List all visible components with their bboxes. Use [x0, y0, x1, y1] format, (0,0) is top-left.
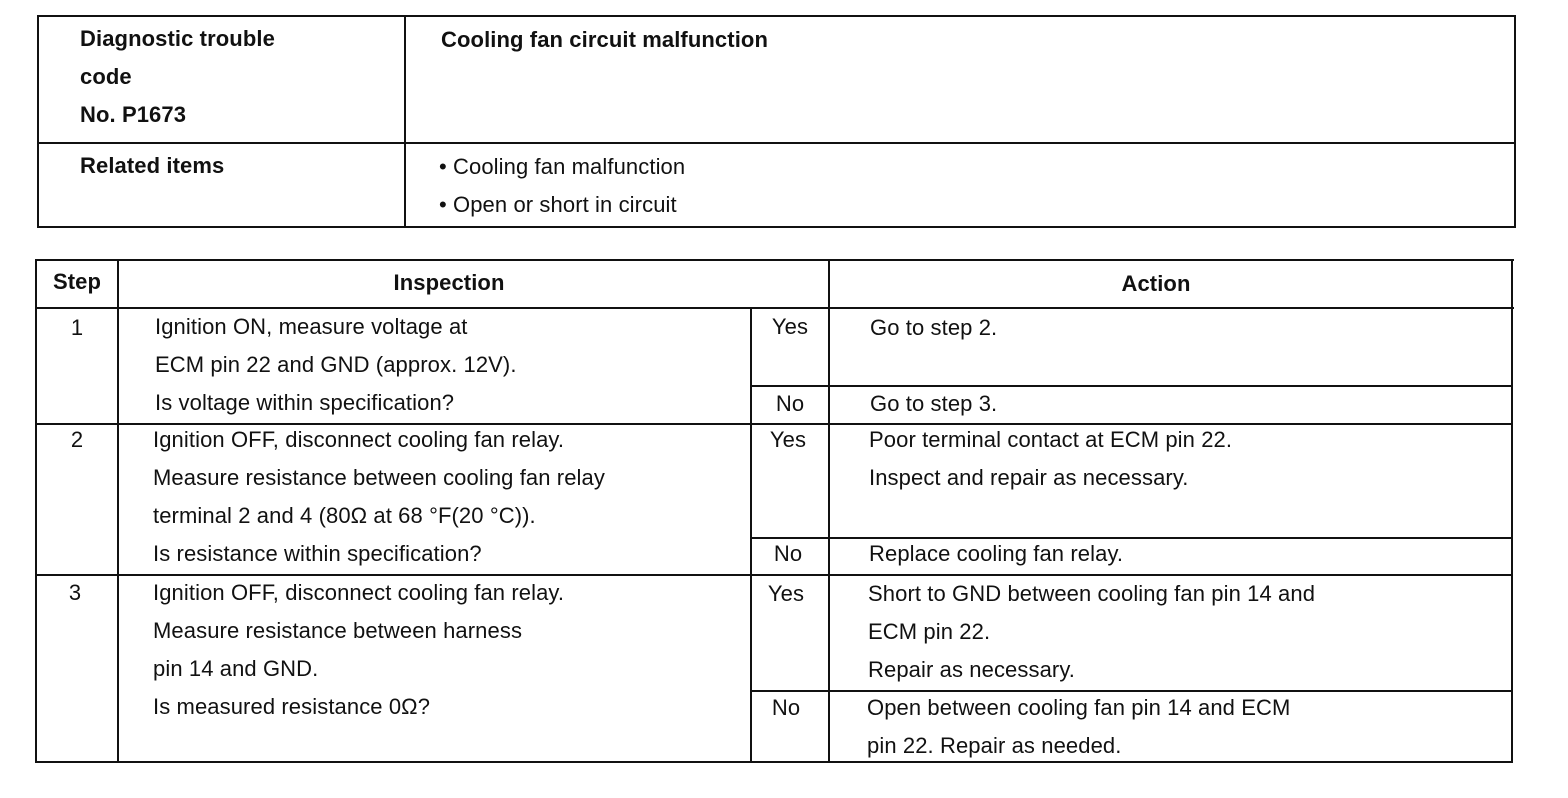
- header-table-top-border: [37, 15, 1516, 17]
- inspection-column-header: Inspection: [393, 270, 505, 295]
- step-number: 3: [68, 580, 82, 605]
- trouble-code-number: No. P1673: [80, 102, 187, 127]
- inspection-line: Measure resistance between harness: [153, 618, 523, 643]
- step-inspection: [153, 574, 564, 726]
- action-line: pin 22. Repair as needed.: [867, 733, 1122, 758]
- inspection-line: Is voltage within specification?: [155, 390, 455, 415]
- step-inspection: [155, 308, 517, 422]
- yes-label: Yes: [767, 581, 805, 606]
- step-column-header: Step: [52, 269, 102, 294]
- action-line: Repair as necessary.: [868, 657, 1076, 682]
- inspection-line: Ignition ON, measure voltage at: [155, 314, 468, 339]
- no-action: [867, 689, 1290, 765]
- yes-label: Yes: [769, 427, 807, 452]
- step-column-divider: [117, 259, 119, 763]
- yes-label: Yes: [771, 314, 809, 339]
- step-number: 2: [70, 427, 84, 452]
- action-line: Short to GND between cooling fan pin 14 and: [868, 581, 1316, 606]
- action-column-header: Action: [1121, 271, 1191, 296]
- related-item: • Cooling fan malfunction: [439, 154, 686, 179]
- yes-no-column-right-divider: [828, 259, 830, 763]
- inspection-line: ECM pin 22 and GND (approx. 12V).: [155, 352, 517, 377]
- inspection-line: pin 14 and GND.: [153, 656, 319, 681]
- no-label: No: [775, 391, 805, 416]
- header-table-row-divider: [37, 142, 1516, 144]
- inspection-line: Ignition OFF, disconnect cooling fan relay.: [153, 427, 565, 452]
- related-items-list: [439, 148, 685, 224]
- step2-action-divider: [750, 537, 1512, 539]
- procedure-table-right-border: [1511, 259, 1513, 763]
- header-table-bottom-border: [37, 226, 1516, 228]
- no-action: [870, 385, 997, 423]
- procedure-table-bottom-border: [35, 761, 1512, 763]
- step-number: 1: [70, 315, 84, 340]
- no-label: No: [773, 541, 803, 566]
- step-inspection: [153, 421, 605, 573]
- action-line: ECM pin 22.: [868, 619, 991, 644]
- inspection-line: Is measured resistance 0Ω?: [153, 694, 431, 719]
- no-action: [869, 535, 1123, 573]
- header-table-right-border: [1514, 15, 1516, 228]
- related-items-label: Related items: [80, 153, 225, 178]
- yes-action: [869, 421, 1232, 497]
- action-line: Open between cooling fan pin 14 and ECM: [867, 695, 1291, 720]
- action-line: Go to step 3.: [870, 391, 998, 416]
- inspection-line: Ignition OFF, disconnect cooling fan relay.: [153, 580, 565, 605]
- inspection-line: Is resistance within specification?: [153, 541, 482, 566]
- step1-action-divider: [750, 385, 1512, 387]
- inspection-line: terminal 2 and 4 (80Ω at 68 °F(20 °C)).: [153, 503, 536, 528]
- procedure-table-top-border: [35, 259, 1514, 261]
- header-table-column-divider: [404, 15, 406, 228]
- header-table-left-border: [37, 15, 39, 228]
- trouble-code-title: Cooling fan circuit malfunction: [441, 27, 768, 52]
- action-line: Go to step 2.: [870, 315, 998, 340]
- action-line: Replace cooling fan relay.: [869, 541, 1124, 566]
- no-label: No: [771, 695, 801, 720]
- inspection-line: Measure resistance between cooling fan relay: [153, 465, 605, 490]
- action-line: Inspect and repair as necessary.: [869, 465, 1189, 490]
- trouble-code-label-line: code: [80, 64, 132, 89]
- action-line: Poor terminal contact at ECM pin 22.: [869, 427, 1233, 452]
- trouble-code-label: [80, 20, 275, 134]
- trouble-code-label-line: Diagnostic trouble: [80, 26, 275, 51]
- related-item: • Open or short in circuit: [439, 192, 677, 217]
- yes-action: [870, 309, 997, 347]
- yes-action: [868, 575, 1315, 689]
